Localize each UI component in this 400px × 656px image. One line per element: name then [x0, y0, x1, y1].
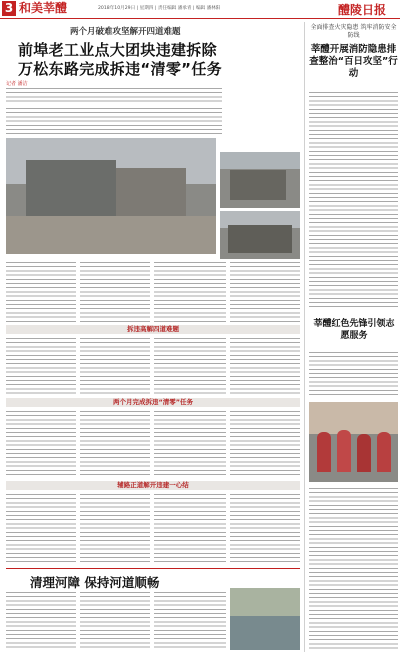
lead-headline-2: 万松东路完成拆违“清零”任务 — [18, 60, 222, 78]
body-text-c3 — [154, 494, 226, 564]
dateline: 2018年10月29日 | 星期四 | 责任编辑 潘承青 | 编辑 潘林阳 — [98, 6, 221, 11]
body-text-col3 — [154, 262, 226, 322]
side-kicker: 全面排查火灾隐患 筑牢消防安全防线 — [310, 24, 397, 39]
column-divider — [304, 22, 305, 652]
bottom-text-1 — [6, 592, 76, 650]
lead-body-text — [6, 108, 222, 134]
body-text-b1 — [6, 411, 76, 477]
body-text-c2 — [80, 494, 150, 564]
page-number-badge: 3 — [2, 1, 16, 16]
bottom-divider — [6, 568, 300, 569]
river-photo — [230, 588, 300, 650]
byline: 记者 潘洁 — [6, 81, 28, 87]
side-headline-2: 莘醴红色先锋引领志愿服务 — [313, 319, 395, 341]
body-text-b3 — [154, 411, 226, 477]
side-headline: 莘醴开展消防隐患排查整治“百日攻坚”行动 — [309, 44, 398, 79]
side-text-3 — [309, 488, 398, 650]
body-text-c1 — [6, 494, 76, 564]
lead-intro-text — [6, 88, 222, 104]
volunteer-photo — [309, 402, 398, 482]
demolition-photo-top-right — [220, 152, 300, 208]
body-text-b2 — [80, 411, 150, 477]
body-text-a4 — [230, 338, 300, 394]
bottom-text-2 — [80, 592, 150, 650]
body-text-a1 — [6, 338, 76, 394]
body-text-col2 — [80, 262, 150, 322]
body-text-a2 — [80, 338, 150, 394]
demolition-photo-mid-right — [220, 211, 300, 259]
body-text-a3 — [154, 338, 226, 394]
lead-headline-1: 前埠老工业点大团块违建拆除 — [18, 41, 217, 59]
body-text-c4 — [230, 494, 300, 564]
section-title: 和美莘醴 — [19, 1, 68, 15]
section-caption-2: 两个月完成拆违“清零”任务 — [6, 398, 300, 407]
bottom-text-3 — [154, 592, 226, 650]
masthead — [0, 0, 400, 19]
newspaper-logo: 醴陵日报 — [338, 3, 387, 17]
body-text-col1 — [6, 262, 76, 322]
body-text-col4 — [230, 262, 300, 322]
bottom-headline: 清理河障 保持河道顺畅 — [30, 575, 160, 590]
demolition-photo-large — [6, 138, 216, 254]
body-text-b4 — [230, 411, 300, 477]
side-text-1 — [309, 92, 398, 310]
lead-kicker: 两个月破难攻坚解开四道难题 — [70, 27, 181, 37]
section-caption-3: 辅路正道解开违建一心结 — [6, 481, 300, 490]
side-text-2 — [309, 352, 398, 398]
section-caption-1: 拆违高解四道难题 — [6, 325, 300, 334]
